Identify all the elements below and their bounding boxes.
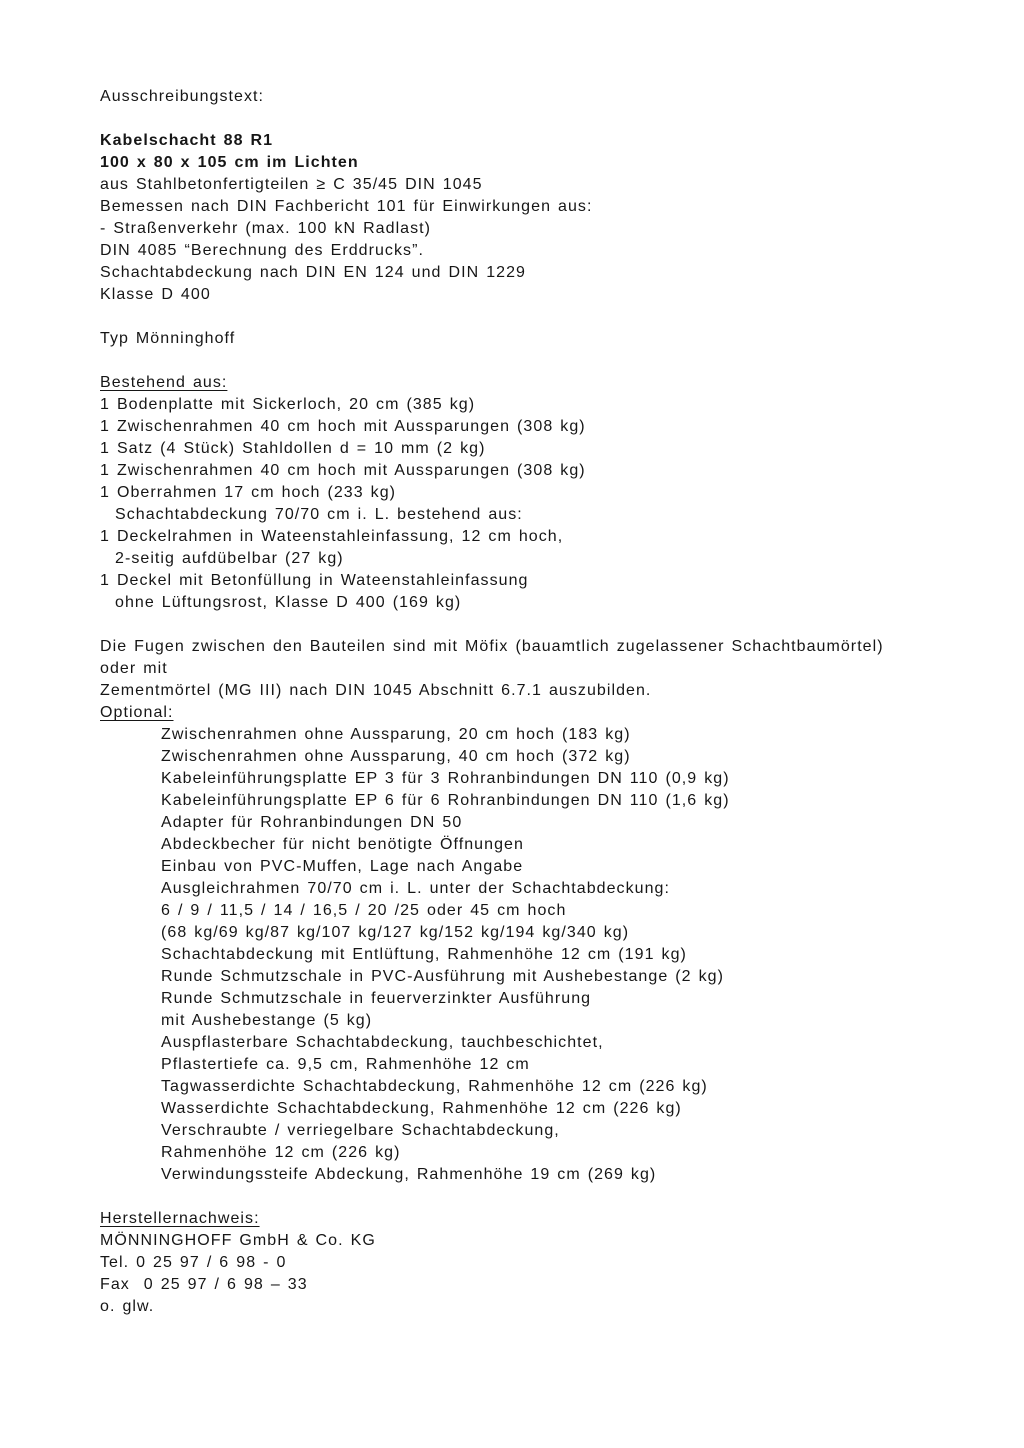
- document-line: Zwischenrahmen ohne Aussparung, 40 cm hoch (372 kg): [161, 748, 631, 765]
- document-line: ohne Lüftungsrost, Klasse D 400 (169 kg): [115, 594, 462, 611]
- document-line: Kabeleinführungsplatte EP 3 für 3 Rohranbindungen DN 110 (0,9 kg): [161, 770, 730, 787]
- section-heading-manufacturer: Herstellernachweis:: [100, 1210, 260, 1227]
- document-line: Wasserdichte Schachtabdeckung, Rahmenhöhe 12 cm (226 kg): [161, 1100, 682, 1117]
- manufacturer-fax: Fax 0 25 97 / 6 98 – 33: [100, 1276, 308, 1293]
- manufacturer-name: MÖNNINGHOFF GmbH & Co. KG: [100, 1232, 376, 1249]
- document-line: Bemessen nach DIN Fachbericht 101 für Einwirkungen aus:: [100, 198, 593, 215]
- document-line: 1 Bodenplatte mit Sickerloch, 20 cm (385 kg): [100, 396, 476, 413]
- product-title: Kabelschacht 88 R1: [100, 132, 274, 149]
- document-line: 1 Zwischenrahmen 40 cm hoch mit Aussparungen (308 kg): [100, 418, 586, 435]
- document-line: 1 Deckelrahmen in Wateenstahleinfassung, 12 cm hoch,: [100, 528, 564, 545]
- document-line: Rahmenhöhe 12 cm (226 kg): [161, 1144, 401, 1161]
- document-line: Abdeckbecher für nicht benötigte Öffnungen: [161, 836, 524, 853]
- document-line: 2-seitig aufdübelbar (27 kg): [115, 550, 344, 567]
- type-designation: Typ Mönninghoff: [100, 330, 236, 347]
- document-line: Klasse D 400: [100, 286, 211, 303]
- blank-line: [100, 350, 984, 372]
- document-line: o. glw.: [100, 1298, 155, 1315]
- document-line: 1 Zwischenrahmen 40 cm hoch mit Aussparungen (308 kg): [100, 462, 586, 479]
- document-line: 1 Deckel mit Betonfüllung in Wateenstahleinfassung: [100, 572, 529, 589]
- document-line: Verschraubte / verriegelbare Schachtabdeckung,: [161, 1122, 560, 1139]
- document-line: Schachtabdeckung 70/70 cm i. L. bestehend aus:: [115, 506, 523, 523]
- document-line: Schachtabdeckung mit Entlüftung, Rahmenhöhe 12 cm (191 kg): [161, 946, 687, 963]
- document-line: 1 Satz (4 Stück) Stahldollen d = 10 mm (2 kg): [100, 440, 486, 457]
- document-line: Zementmörtel (MG III) nach DIN 1045 Abschnitt 6.7.1 auszubilden.: [100, 682, 652, 699]
- manufacturer-phone: Tel. 0 25 97 / 6 98 - 0: [100, 1254, 287, 1271]
- document-line: Zwischenrahmen ohne Aussparung, 20 cm hoch (183 kg): [161, 726, 631, 743]
- document-heading: Ausschreibungstext:: [100, 88, 265, 105]
- document-line: Pflastertiefe ca. 9,5 cm, Rahmenhöhe 12 cm: [161, 1056, 530, 1073]
- section-heading-components: Bestehend aus:: [100, 374, 228, 391]
- document-line: Kabeleinführungsplatte EP 6 für 6 Rohranbindungen DN 110 (1,6 kg): [161, 792, 730, 809]
- blank-line: [100, 614, 984, 636]
- blank-line: [100, 1186, 984, 1208]
- document-line: Runde Schmutzschale in PVC-Ausführung mit Aushebestange (2 kg): [161, 968, 724, 985]
- document-content: [100, 86, 984, 1318]
- section-heading-optional: Optional:: [100, 704, 174, 721]
- blank-line: [100, 306, 984, 328]
- document-line: (68 kg/69 kg/87 kg/107 kg/127 kg/152 kg/194 kg/340 kg): [161, 924, 630, 941]
- document-line: Einbau von PVC-Muffen, Lage nach Angabe: [161, 858, 524, 875]
- document-line: Schachtabdeckung nach DIN EN 124 und DIN 1229: [100, 264, 526, 281]
- document-line: Adapter für Rohranbindungen DN 50: [161, 814, 463, 831]
- document-line: aus Stahlbetonfertigteilen ≥ C 35/45 DIN 1045: [100, 176, 483, 193]
- document-line: Ausgleichrahmen 70/70 cm i. L. unter der Schachtabdeckung:: [161, 880, 670, 897]
- document-line: 1 Oberrahmen 17 cm hoch (233 kg): [100, 484, 397, 501]
- product-dimensions: 100 x 80 x 105 cm im Lichten: [100, 154, 359, 171]
- document-line: DIN 4085 “Berechnung des Erddrucks”.: [100, 242, 424, 259]
- document-line: oder mit: [100, 660, 168, 677]
- document-line: Verwindungssteife Abdeckung, Rahmenhöhe 19 cm (269 kg): [161, 1166, 657, 1183]
- document-line: Auspflasterbare Schachtabdeckung, tauchbeschichtet,: [161, 1034, 604, 1051]
- document-line: - Straßenverkehr (max. 100 kN Radlast): [100, 220, 432, 237]
- document-line: 6 / 9 / 11,5 / 14 / 16,5 / 20 /25 oder 45 cm hoch: [161, 902, 567, 919]
- document-line: Die Fugen zwischen den Bauteilen sind mit Möfix (bauamtlich zugelassener Schachtbaumörtel): [100, 638, 884, 655]
- document-line: Runde Schmutzschale in feuerverzinkter Ausführung: [161, 990, 592, 1007]
- blank-line: [100, 108, 984, 130]
- document-line: mit Aushebestange (5 kg): [161, 1012, 373, 1029]
- document-line: Tagwasserdichte Schachtabdeckung, Rahmenhöhe 12 cm (226 kg): [161, 1078, 708, 1095]
